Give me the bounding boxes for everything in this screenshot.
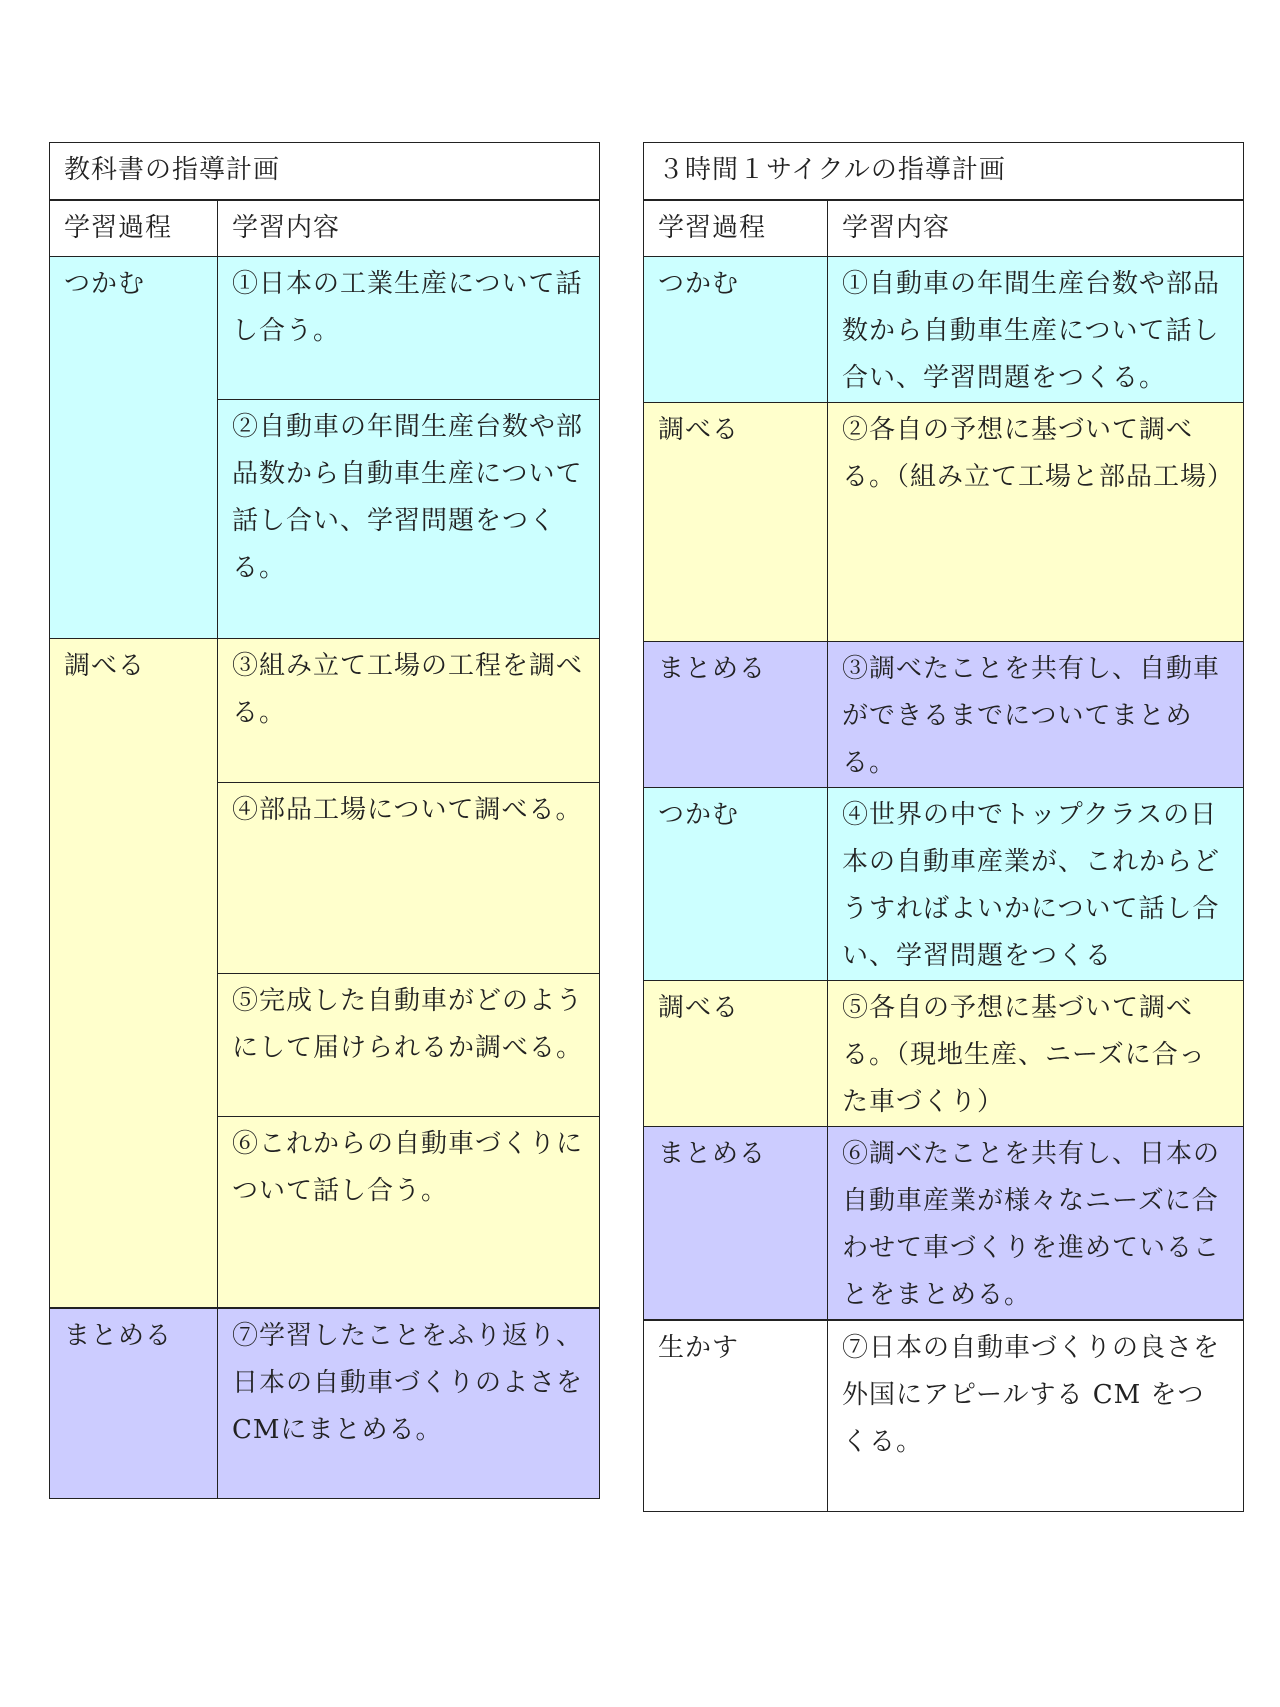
row-content-2: ②各自の予想に基づいて調べる。（組み立て工場と部品工場） (828, 403, 1244, 642)
row-content-4: ④世界の中でトップクラスの日本の自動車産業が、これからどうすればよいかについて話し合い、学習問題をつくる (828, 788, 1244, 981)
phase-tsukamu: つかむ (50, 257, 218, 639)
content-item-3: ③組み立て工場の工程を調べる。 (218, 639, 600, 783)
content-item-4: ④部品工場について調べる。 (218, 783, 600, 974)
row-process-1: つかむ (644, 257, 828, 403)
header-content: 学習内容 (828, 200, 1244, 257)
phase-shiraberu: 調べる (50, 639, 218, 1308)
header-content: 学習内容 (218, 200, 600, 257)
cycle-plan-table (643, 142, 1244, 1512)
content-item-6: ⑥これからの自動車づくりについて話し合う。 (218, 1117, 600, 1308)
table-title: 教科書の指導計画 (50, 143, 600, 200)
row-content-6: ⑥調べたことを共有し、日本の自動車産業が様々なニーズに合わせて車づくりを進めていることをまとめる。 (828, 1127, 1244, 1321)
textbook-plan-table (49, 142, 600, 1499)
phase-matomeru: まとめる (50, 1308, 218, 1499)
row-process-2: 調べる (644, 403, 828, 642)
row-process-5: 調べる (644, 981, 828, 1127)
table-title: ３時間１サイクルの指導計画 (644, 143, 1244, 200)
row-content-1: ①自動車の年間生産台数や部品数から自動車生産について話し合い、学習問題をつくる。 (828, 257, 1244, 403)
header-process: 学習過程 (644, 200, 828, 257)
content-item-7: ⑦学習したことをふり返り、日本の自動車づくりのよさをCMにまとめる。 (218, 1308, 600, 1499)
row-process-6: まとめる (644, 1127, 828, 1321)
header-process: 学習過程 (50, 200, 218, 257)
content-item-5: ⑤完成した自動車がどのようにして届けられるか調べる。 (218, 974, 600, 1117)
content-item-1: ①日本の工業生産について話し合う。 (218, 257, 600, 400)
row-process-4: つかむ (644, 788, 828, 981)
row-process-7: 生かす (644, 1320, 828, 1511)
row-content-7: ⑦日本の自動車づくりの良さを外国にアピールする CM をつくる。 (828, 1320, 1244, 1511)
content-item-2: ②自動車の年間生産台数や部品数から自動車生産について話し合い、学習問題をつくる。 (218, 400, 600, 639)
row-process-3: まとめる (644, 642, 828, 788)
row-content-3: ③調べたことを共有し、自動車ができるまでについてまとめる。 (828, 642, 1244, 788)
row-content-5: ⑤各自の予想に基づいて調べる。（現地生産、ニーズに合った車づくり） (828, 981, 1244, 1127)
